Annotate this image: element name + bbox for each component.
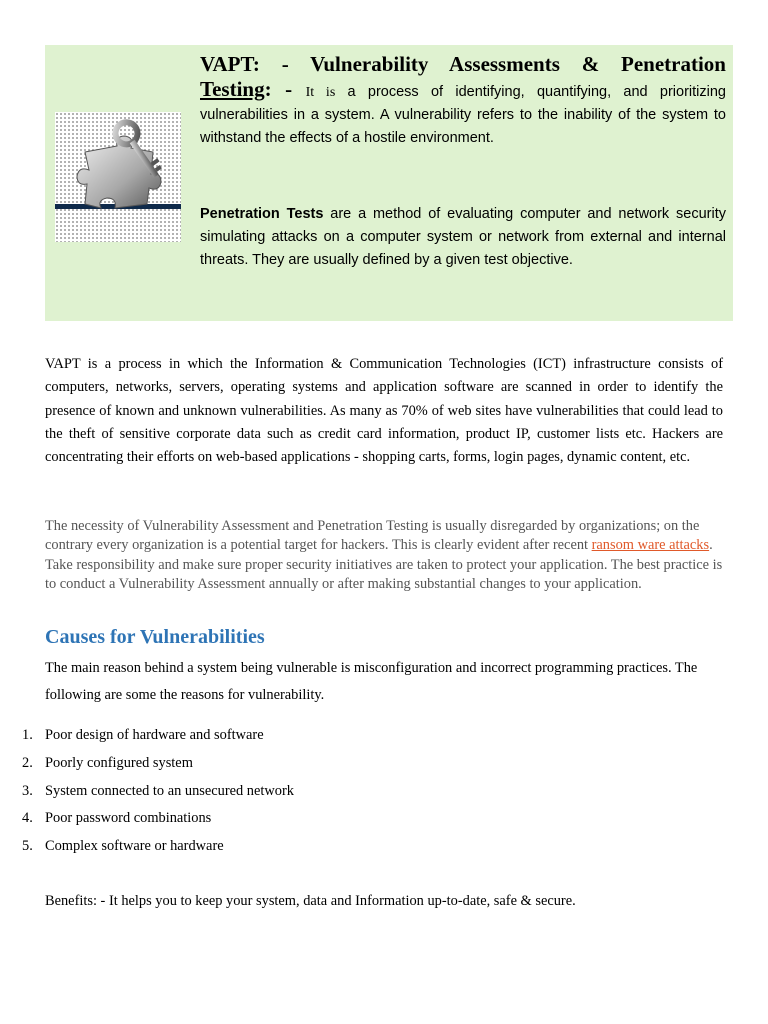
list-item: 3. System connected to an unsecured network [22, 782, 294, 799]
causes-heading: Causes for Vulnerabilities [45, 626, 265, 648]
ransomware-attacks-link[interactable]: ransom ware attacks [591, 537, 710, 554]
vapt-description-paragraph: VAPT is a process in which the Information & Communication Technologies (ICT) infrastructure consists of computers, networks, servers, operating systems and application software are scanned in order to identify the presence of known and unknown vulnerabilities. As many as 70% of web sites have vulnerabilities that could lead to the theft of sensitive corporate data such as credit card information, product IP, customer lists etc. Hackers are concentrating their efforts on web-based applications - shopping carts, forms, login pages, dynamic content, etc. [45, 356, 723, 466]
penetration-tests-paragraph: Penetration Tests are a method of evaluating computer and network security simulating attacks on a computer system or network from external and internal threats. They are usually defined by a given test objective. [200, 206, 726, 268]
necessity-paragraph: The necessity of Vulnerability Assessment and Penetration Testing is usually disregarded by organizations; on the contrary every organization is a potential target for hackers. This is clearly evident after recent ransom ware attacks. Take responsibility and make sure proper security initiatives are taken to protect your application. The best practice is to conduct a Vulnerability Assessment annually or after making substantial changes to your application. [45, 518, 723, 593]
list-item: 5. Complex software or hardware [22, 838, 224, 855]
list-item: 4. Poor password combinations [22, 810, 212, 827]
puzzle-key-illustration [55, 112, 181, 242]
penetration-tests-term: Penetration Tests [200, 206, 324, 222]
page-title: VAPT: - Vulnerability Assessments & Penetration [200, 52, 726, 76]
benefits-paragraph: Benefits: - It helps you to keep your system, data and Information up-to-date, safe & secure. [45, 893, 576, 909]
intro-block [200, 50, 726, 150]
list-item: 2. Poorly configured system [22, 754, 193, 771]
causes-intro-paragraph: The main reason behind a system being vulnerable is misconfiguration and incorrect programming practices. The following are some the reasons for vulnerability. [45, 660, 698, 703]
intro-paragraph: Testing: - It is a process of identifying, quantifying, and prioritizing vulnerabilities in a system. A vulnerability refers to the inability of the system to withstand the effects of a hostile environment. [200, 77, 726, 146]
title-testing-word: Testing [200, 77, 265, 101]
causes-list [0, 724, 294, 863]
list-item: 1. Poor design of hardware and software [22, 727, 264, 743]
